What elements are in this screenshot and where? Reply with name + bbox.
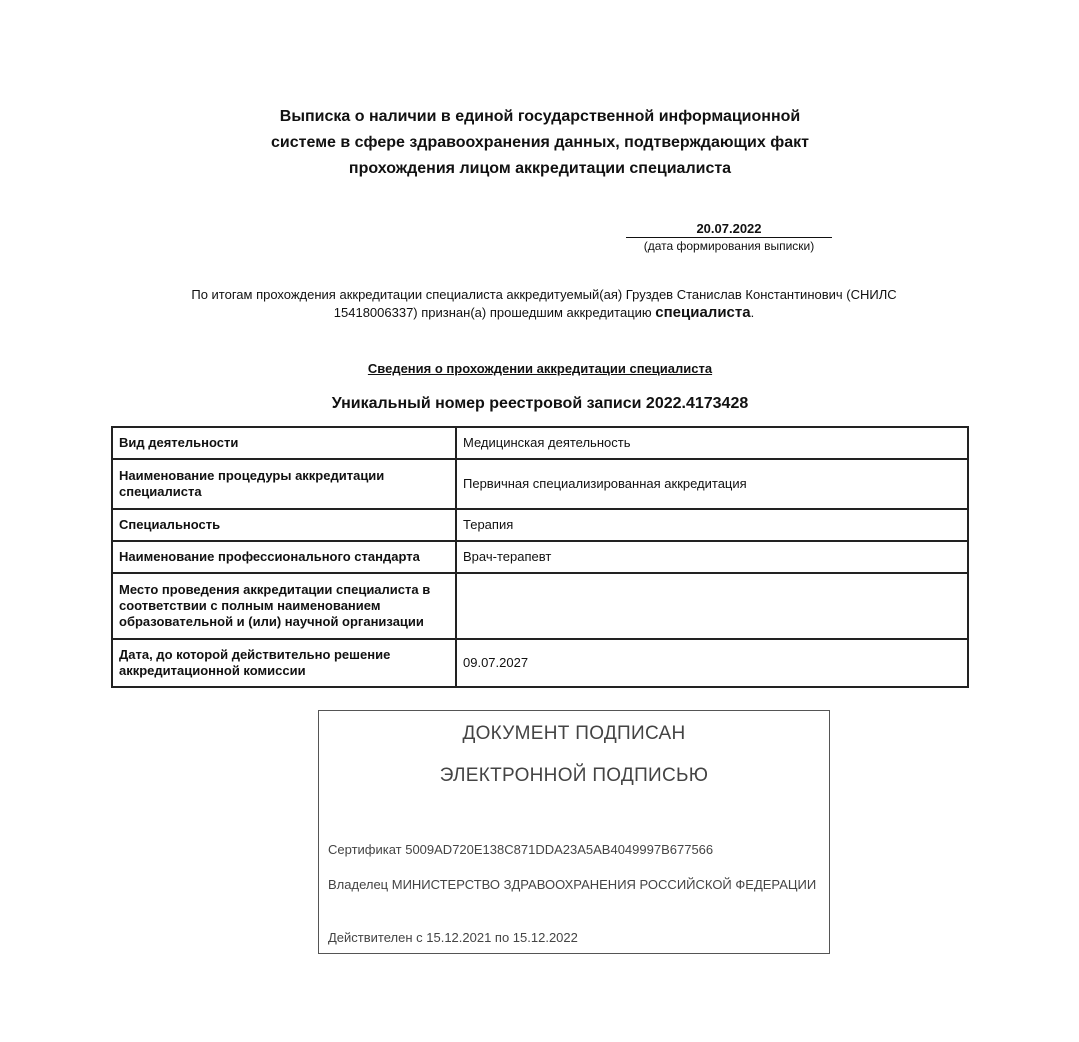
formation-date-block: [626, 221, 832, 253]
stamp-validity: Действителен с 15.12.2021 по 15.12.2022: [328, 930, 578, 945]
electronic-signature-stamp: [318, 710, 830, 954]
table-row: [112, 573, 968, 639]
title-line: Выписка о наличии в единой государственной информационной: [279, 108, 801, 125]
intro-paragraph: [110, 286, 978, 322]
table-row: [112, 459, 968, 509]
table-key: Наименование профессионального стандарта: [112, 541, 456, 573]
table-value: Первичная специализированная аккредитация: [456, 459, 968, 509]
title-line: системе в сфере здравоохранения данных, подтверждающих факт: [271, 134, 809, 151]
table-value: Терапия: [456, 509, 968, 541]
stamp-heading: ДОКУМЕНТ ПОДПИСАН: [462, 723, 686, 744]
stamp-owner: Владелец МИНИСТЕРСТВО ЗДРАВООХРАНЕНИЯ РОССИЙСКОЙ ФЕДЕРАЦИИ: [328, 877, 817, 892]
table-key: Дата, до которой действительно решение аккредитационной комиссии: [112, 639, 456, 687]
table-row: [112, 541, 968, 573]
table-value: Медицинская деятельность: [456, 427, 968, 459]
table-key: Вид деятельности: [112, 427, 456, 459]
table-key: Специальность: [112, 509, 456, 541]
table-value: Врач-терапевт: [456, 541, 968, 573]
table-row: [112, 427, 968, 459]
table-key: Место проведения аккредитации специалиста в соответствии с полным наименованием образовательной и (или) научной организации: [112, 573, 456, 639]
table-value: [456, 573, 968, 639]
registry-number: Уникальный номер реестровой записи 2022.4173428: [331, 395, 749, 412]
formation-date-caption: (дата формирования выписки): [643, 239, 815, 253]
table-row: [112, 639, 968, 687]
formation-date: 20.07.2022: [626, 221, 832, 238]
stamp-certificate: Сертификат 5009AD720E138C871DDA23A5AB4049997B677566: [328, 842, 714, 857]
intro-period: .: [750, 305, 755, 320]
table-key: Наименование процедуры аккредитации специалиста: [112, 459, 456, 509]
intro-line: 15418006337) признан(а) прошедшим аккредитацию: [333, 305, 652, 320]
title-line: прохождения лицом аккредитации специалиста: [348, 160, 732, 177]
stamp-heading: ЭЛЕКТРОННОЙ ПОДПИСЬЮ: [439, 765, 709, 786]
intro-line: По итогам прохождения аккредитации специалиста аккредитуемый(ая) Груздев Станислав Константинович (СНИЛС: [191, 287, 897, 302]
table-value: 09.07.2027: [456, 639, 968, 687]
section-heading: Сведения о прохождении аккредитации специалиста: [367, 361, 713, 376]
intro-bold-word: специалиста: [655, 304, 751, 321]
table-row: [112, 509, 968, 541]
accreditation-table: [111, 426, 969, 688]
document-title: [200, 104, 880, 182]
